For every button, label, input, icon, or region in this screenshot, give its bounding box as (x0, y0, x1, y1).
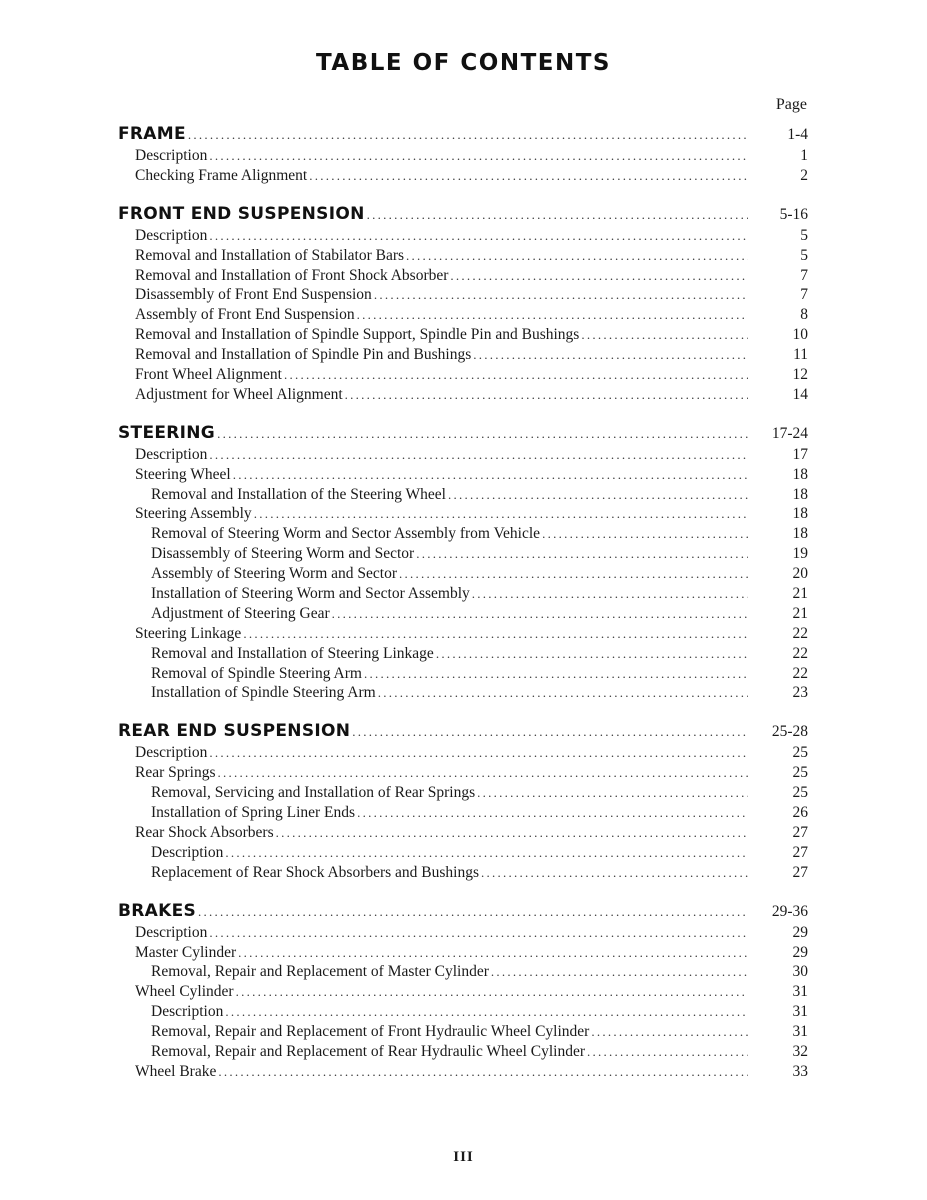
section-heading: FRONT END SUSPENSION (118, 203, 365, 224)
entry-title: Installation of Spring Liner Ends (151, 804, 356, 822)
dot-leader (345, 385, 748, 405)
entry-page: 27 (792, 863, 808, 881)
entry-title: Steering Wheel (135, 465, 231, 483)
entry-title: Removal of Steering Worm and Sector Assembly from Vehicle (151, 525, 541, 543)
toc-entry[interactable] (118, 683, 808, 703)
entry-title: Replacement of Rear Shock Absorbers and Bushings (151, 863, 480, 881)
entry-title: Steering Linkage (135, 624, 242, 642)
dot-leader (309, 166, 748, 186)
toc-entry[interactable] (118, 345, 808, 365)
entry-title: Removal of Spindle Steering Arm (151, 664, 362, 682)
dot-leader (581, 325, 748, 345)
section-heading: BRAKES (118, 900, 197, 921)
entry-title: Installation of Spindle Steering Arm (151, 684, 376, 702)
toc-section (118, 899, 808, 1082)
entry-page: 20 (792, 565, 808, 583)
dot-leader (188, 123, 748, 147)
dot-leader (254, 504, 748, 524)
entry-page: 26 (792, 804, 808, 822)
entry-title: Master Cylinder (135, 943, 237, 961)
toc-section (118, 421, 808, 704)
toc-entry[interactable] (118, 305, 808, 325)
toc-entry[interactable] (118, 843, 808, 863)
entry-page: 23 (792, 684, 808, 702)
footer-page-number: III (453, 1149, 474, 1165)
entry-title: Rear Shock Absorbers (135, 823, 274, 841)
toc-entry[interactable] (118, 943, 808, 963)
dot-leader (399, 564, 748, 584)
section-page-range: 5-16 (779, 205, 808, 223)
dot-leader (218, 1062, 748, 1082)
entry-page: 30 (792, 963, 808, 981)
toc-entry[interactable] (118, 584, 808, 604)
section-page-range: 29-36 (771, 902, 808, 920)
entry-page: 18 (792, 465, 808, 483)
section-heading-row[interactable] (118, 899, 808, 923)
dot-leader (587, 1042, 748, 1062)
toc-entry[interactable] (118, 365, 808, 385)
toc-entry[interactable] (118, 763, 808, 783)
dot-leader (352, 720, 748, 744)
section-heading-row[interactable] (118, 202, 808, 226)
dot-leader (233, 465, 748, 485)
entry-title: Assembly of Steering Worm and Sector (151, 565, 397, 583)
entry-title: Description (135, 147, 208, 164)
dot-leader (225, 843, 748, 863)
toc-entry[interactable] (118, 823, 808, 843)
entry-page: 29 (792, 923, 808, 941)
entry-page: 8 (800, 306, 808, 324)
toc-entry[interactable] (118, 226, 808, 246)
entry-title: Removal, Servicing and Installation of Rear Springs (151, 784, 476, 802)
section-heading-row[interactable] (118, 122, 808, 146)
entry-page: 5 (800, 226, 808, 244)
entry-page: 14 (792, 385, 808, 403)
entry-title: Disassembly of Front End Suspension (135, 286, 372, 304)
toc-entry[interactable] (118, 803, 808, 823)
page-title: TABLE OF CONTENTS (316, 50, 611, 76)
toc-entry[interactable] (118, 1022, 808, 1042)
toc-entry[interactable] (118, 743, 808, 763)
entry-page: 21 (792, 604, 808, 622)
toc-entry[interactable] (118, 1062, 808, 1082)
entry-page: 32 (792, 1042, 808, 1060)
page-column-label: Page (775, 96, 807, 113)
toc-entry[interactable] (118, 285, 808, 305)
entry-page: 27 (792, 823, 808, 841)
toc-section (118, 202, 808, 405)
toc-entry[interactable] (118, 644, 808, 664)
entry-title: Rear Springs (135, 764, 216, 782)
entry-title: Description (135, 445, 208, 463)
entry-page: 29 (792, 943, 808, 961)
entry-page: 19 (792, 545, 808, 563)
entry-page: 1 (800, 147, 808, 164)
section-page-range: 1-4 (787, 126, 808, 143)
dot-leader (238, 943, 748, 963)
entry-page: 2 (800, 166, 808, 184)
entry-page: 22 (792, 624, 808, 642)
entry-title: Description (135, 923, 208, 941)
entry-page: 18 (792, 485, 808, 503)
entry-title: Wheel Cylinder (135, 983, 234, 1001)
toc-entry[interactable] (118, 504, 808, 524)
entry-title: Description (151, 843, 224, 861)
entry-page: 17 (792, 445, 808, 463)
dot-leader (450, 266, 748, 286)
entry-page: 25 (792, 744, 808, 762)
toc-entry[interactable] (118, 166, 808, 186)
entry-page: 33 (792, 1062, 808, 1080)
dot-leader (209, 226, 748, 246)
toc-entry[interactable] (118, 325, 808, 345)
entry-page: 31 (792, 1003, 808, 1021)
dot-leader (284, 365, 748, 385)
dot-leader (276, 823, 748, 843)
entry-page: 18 (792, 525, 808, 543)
entry-page: 27 (792, 843, 808, 861)
entry-page: 25 (792, 784, 808, 802)
entry-title: Removal and Installation of Spindle Support, Spindle Pin and Bushings (135, 326, 580, 344)
toc-entry[interactable] (118, 604, 808, 624)
toc-entry[interactable] (118, 863, 808, 883)
dot-leader (209, 445, 748, 465)
toc-entry[interactable] (118, 485, 808, 505)
entry-title: Description (151, 1003, 224, 1021)
section-page-range: 25-28 (771, 723, 808, 741)
toc-entry[interactable] (118, 544, 808, 564)
entry-title: Adjustment for Wheel Alignment (135, 385, 343, 403)
toc-entry[interactable] (118, 465, 808, 485)
toc-section (118, 719, 808, 882)
entry-page: 25 (792, 764, 808, 782)
entry-title: Removal and Installation of Steering Linkage (151, 644, 434, 662)
entry-title: Removal and Installation of Spindle Pin and Bushings (135, 346, 472, 364)
dot-leader (243, 624, 748, 644)
entry-page: 22 (792, 664, 808, 682)
entry-title: Wheel Brake (135, 1062, 217, 1080)
dot-leader (448, 485, 748, 505)
entry-page: 12 (792, 366, 808, 384)
toc-entry[interactable] (118, 564, 808, 584)
section-page-range: 17-24 (771, 424, 808, 442)
entry-page: 18 (792, 505, 808, 523)
dot-leader (236, 982, 748, 1002)
dot-leader (591, 1022, 748, 1042)
dot-leader (225, 1002, 748, 1022)
dot-leader (416, 544, 748, 564)
entry-page: 21 (792, 585, 808, 603)
dot-leader (406, 246, 748, 266)
dot-leader (481, 863, 748, 883)
dot-leader (473, 345, 748, 365)
dot-leader (357, 305, 748, 325)
toc-entry[interactable] (118, 445, 808, 465)
entry-page: 31 (792, 1023, 808, 1041)
entry-title: Removal, Repair and Replacement of Front Hydraulic Wheel Cylinder (151, 1023, 590, 1041)
toc-entry[interactable] (118, 923, 808, 943)
section-heading-row[interactable] (118, 421, 808, 445)
entry-title: Removal, Repair and Replacement of Master Cylinder (151, 963, 489, 981)
entry-title: Checking Frame Alignment (135, 166, 308, 184)
dot-leader (209, 743, 748, 763)
entry-page: 7 (800, 266, 808, 284)
dot-leader (217, 422, 748, 446)
toc-entry[interactable] (118, 1002, 808, 1022)
toc-entry[interactable] (118, 146, 808, 166)
dot-leader (472, 584, 748, 604)
dot-leader (209, 146, 748, 166)
dot-leader (378, 683, 748, 703)
entry-page: 7 (800, 286, 808, 304)
entry-page: 31 (792, 983, 808, 1001)
toc-entry[interactable] (118, 1042, 808, 1062)
entry-title: Steering Assembly (135, 505, 252, 523)
dot-leader (491, 962, 748, 982)
entry-title: Disassembly of Steering Worm and Sector (151, 545, 415, 563)
entry-title: Removal and Installation of Front Shock Absorber (135, 266, 449, 284)
dot-leader (364, 664, 748, 684)
entry-title: Front Wheel Alignment (135, 366, 282, 384)
section-heading: STEERING (118, 422, 216, 443)
entry-page: 11 (793, 346, 808, 364)
toc-entry[interactable] (118, 385, 808, 405)
entry-title: Assembly of Front End Suspension (135, 306, 355, 324)
table-of-contents (118, 122, 808, 1098)
entry-title: Removal and Installation of Stabilator Bars (135, 246, 405, 264)
dot-leader (477, 783, 748, 803)
toc-entry[interactable] (118, 624, 808, 644)
entry-title: Installation of Steering Worm and Sector Assembly (151, 585, 470, 603)
entry-title: Description (135, 226, 208, 244)
dot-leader (332, 604, 748, 624)
toc-entry[interactable] (118, 246, 808, 266)
toc-entry[interactable] (118, 266, 808, 286)
dot-leader (198, 900, 748, 924)
dot-leader (218, 763, 748, 783)
toc-entry[interactable] (118, 524, 808, 544)
entry-title: Adjustment of Steering Gear (151, 604, 330, 622)
dot-leader (436, 644, 748, 664)
entry-page: 10 (792, 326, 808, 344)
entry-title: Description (135, 744, 208, 762)
toc-section (118, 122, 808, 186)
dot-leader (367, 203, 748, 227)
dot-leader (357, 803, 748, 823)
entry-page: 22 (792, 644, 808, 662)
section-heading-row[interactable] (118, 719, 808, 743)
toc-entry[interactable] (118, 783, 808, 803)
entry-page: 5 (800, 246, 808, 264)
entry-title: Removal, Repair and Replacement of Rear Hydraulic Wheel Cylinder (151, 1042, 585, 1060)
dot-leader (374, 285, 748, 305)
entry-title: Removal and Installation of the Steering Wheel (151, 485, 446, 503)
dot-leader (542, 524, 748, 544)
dot-leader (209, 923, 748, 943)
toc-entry[interactable] (118, 982, 808, 1002)
toc-entry[interactable] (118, 962, 808, 982)
section-heading: FRAME (118, 124, 186, 144)
section-heading: REAR END SUSPENSION (118, 721, 351, 742)
toc-entry[interactable] (118, 664, 808, 684)
